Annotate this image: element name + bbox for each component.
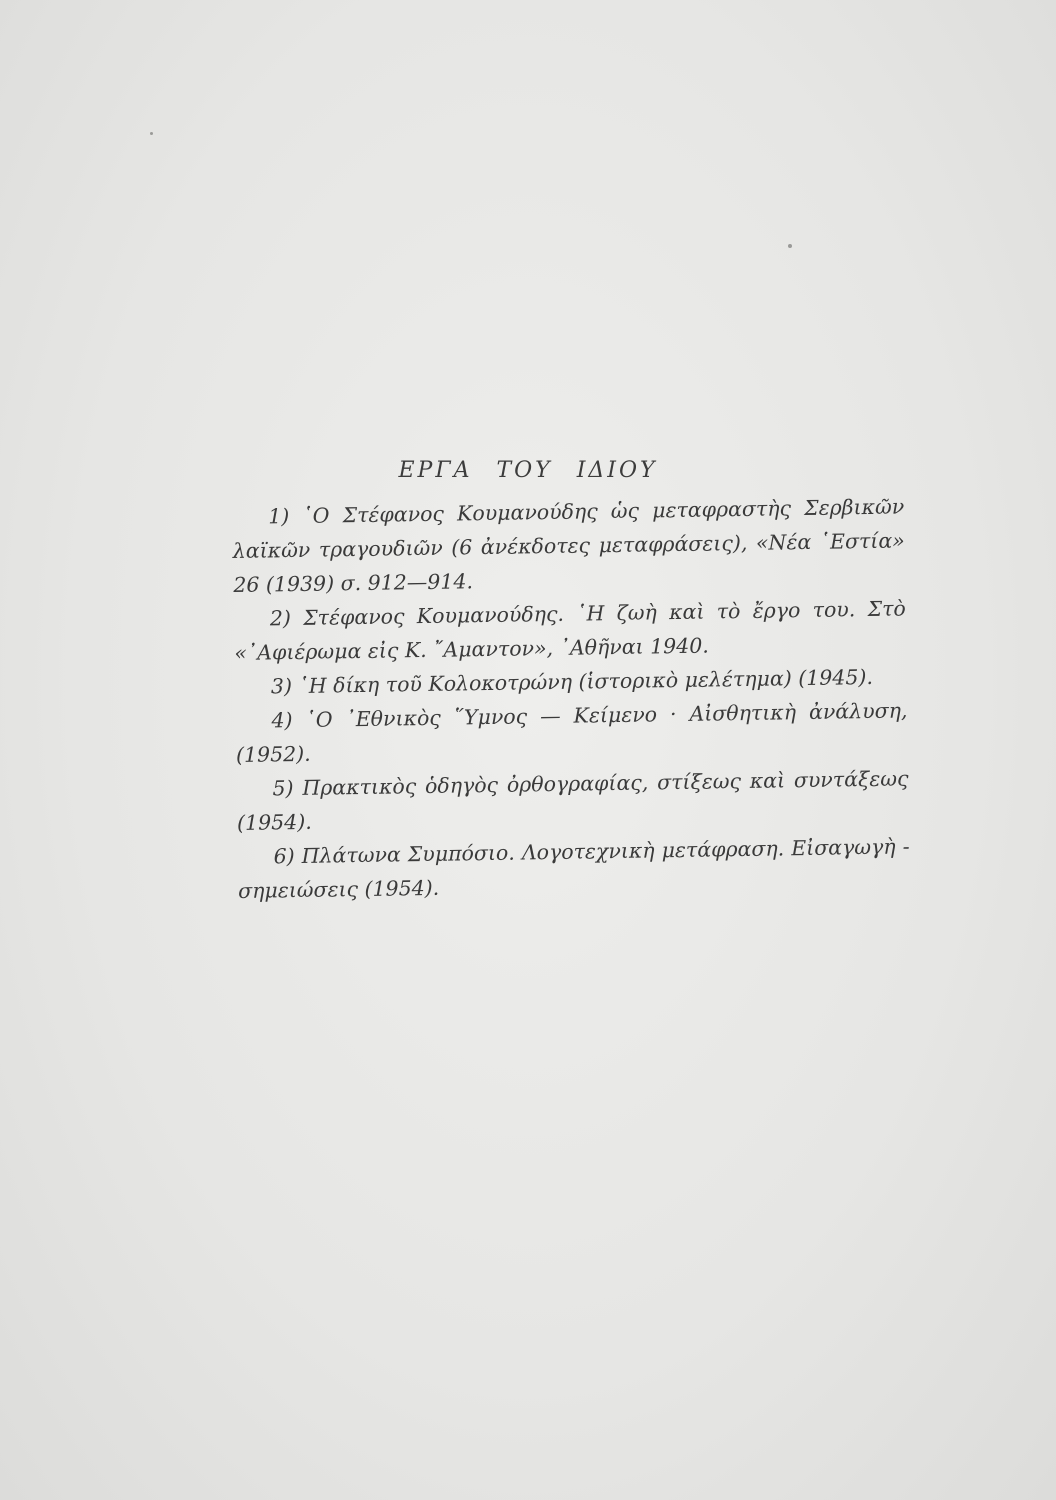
works-entry-6: 6) Πλάτωνα Συμπόσιο. Λογοτεχνικὴ μετάφραση. Εἰσαγωγὴ - σημειώσεις (1954). (237, 834, 910, 903)
works-entry-1: 1) ῾Ο Στέφανος Κουμανούδης ὡς μεταφραστὴς Σερβικῶν λαϊκῶν τραγουδιῶν (6 ἀνέκδοτες μεταφράσεις), «Νέα ῾Εστία» 26 (1939) σ. 912—914. (232, 494, 905, 597)
page-heading: ΕΡΓΑ ΤΟΥ ΙΔΙΟΥ (398, 458, 658, 483)
speck (150, 132, 153, 135)
works-entry-5: 5) Πρακτικὸς ὁδηγὸς ὀρθογραφίας, στίξεως καὶ συντάξεως (1954). (236, 766, 909, 835)
works-entry-2: 2) Στέφανος Κουμανούδης. ῾Η ζωὴ καὶ τὸ ἔργο του. Στὸ «᾿Αφιέρωμα εἰς Κ. ῎Αμαντον», ᾿Αθῆναι 1940. (234, 596, 906, 665)
works-entry-4: 4) ῾Ο ᾿Εθνικὸς ῞Υμνος — Κείμενο · Αἰσθητικὴ ἀνάλυση, (1952). (235, 698, 908, 767)
speck (788, 244, 792, 248)
works-entry-3: 3) ῾Η δίκη τοῦ Κολοκοτρώνη (ἱστορικὸ μελέτημα) (1945). (270, 664, 874, 699)
works-list (232, 489, 910, 908)
